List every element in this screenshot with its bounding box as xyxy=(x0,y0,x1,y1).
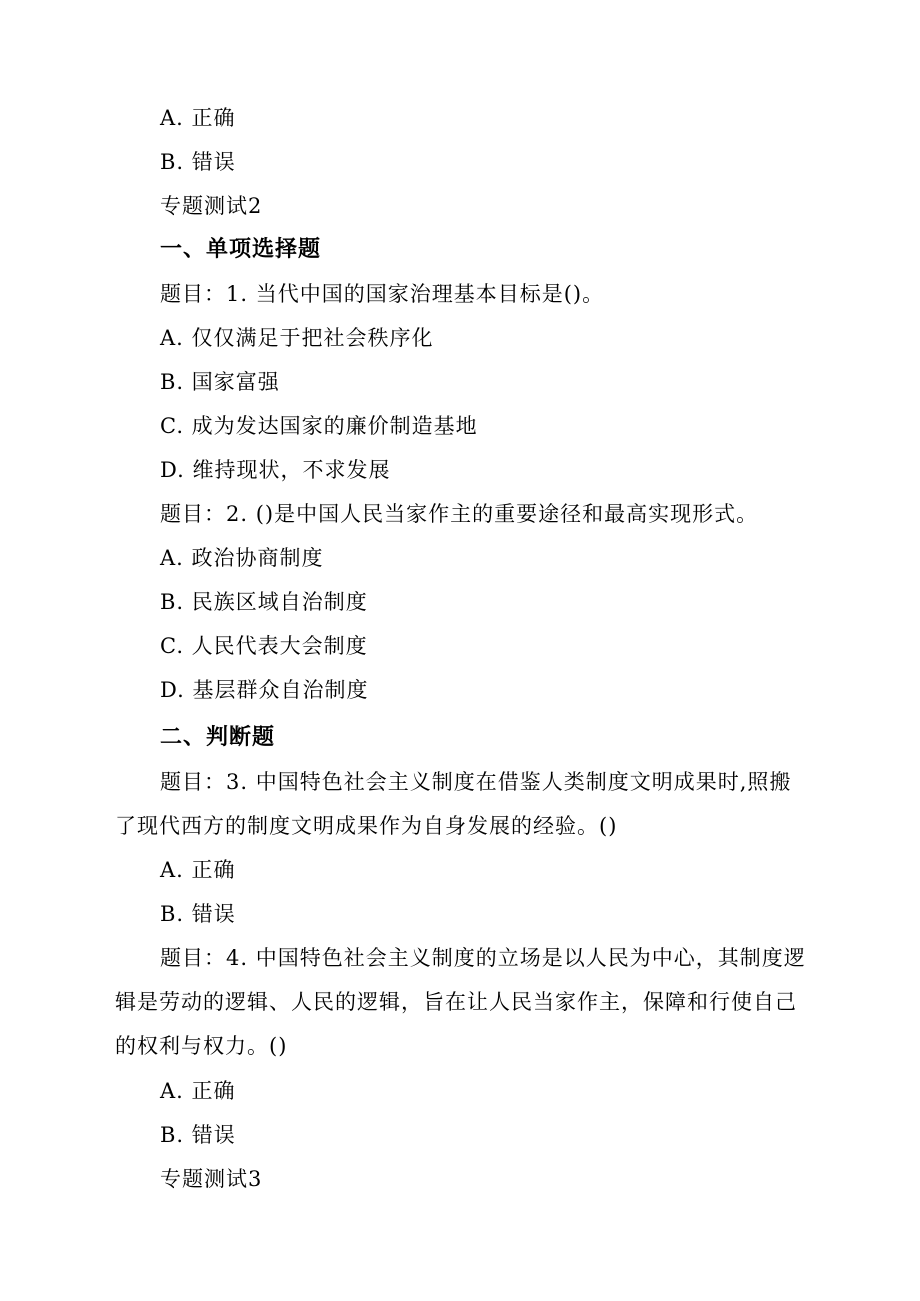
question-stem: 题目：2. ()是中国人民当家作主的重要途径和最高实现形式。 xyxy=(160,502,759,526)
question-stem-line: 题目：4. 中国特色社会主义制度的立场是以人民为中心，其制度逻 xyxy=(160,946,806,970)
section-heading: 二、判断题 xyxy=(160,724,276,750)
test-title: 专题测试3 xyxy=(160,1167,263,1191)
section-heading: 一、单项选择题 xyxy=(160,236,322,262)
question-stem-line: 了现代西方的制度文明成果作为自身发展的经验。() xyxy=(115,814,618,838)
option-b: B. 民族区域自治制度 xyxy=(160,590,368,614)
option-d: D. 维持现状，不求发展 xyxy=(160,458,391,482)
option-a: A. 正确 xyxy=(160,106,236,130)
option-b: B. 国家富强 xyxy=(160,370,280,394)
option-b: B. 错误 xyxy=(160,150,236,174)
option-b: B. 错误 xyxy=(160,1123,236,1147)
question-stem-line: 的权利与权力。() xyxy=(115,1034,288,1058)
option-c: C. 人民代表大会制度 xyxy=(160,634,368,658)
option-a: A. 仅仅满足于把社会秩序化 xyxy=(160,326,434,350)
option-d: D. 基层群众自治制度 xyxy=(160,678,369,702)
question-stem: 题目：1. 当代中国的国家治理基本目标是()。 xyxy=(160,282,605,306)
option-c: C. 成为发达国家的廉价制造基地 xyxy=(160,414,478,438)
option-a: A. 政治协商制度 xyxy=(160,546,324,570)
question-stem-line: 题目：3. 中国特色社会主义制度在借鉴人类制度文明成果时,照搬 xyxy=(160,770,792,794)
option-a: A. 正确 xyxy=(160,1079,236,1103)
option-b: B. 错误 xyxy=(160,902,236,926)
option-a: A. 正确 xyxy=(160,858,236,882)
test-title: 专题测试2 xyxy=(160,194,263,218)
question-stem-line: 辑是劳动的逻辑、人民的逻辑，旨在让人民当家作主，保障和行使自己 xyxy=(115,990,797,1014)
